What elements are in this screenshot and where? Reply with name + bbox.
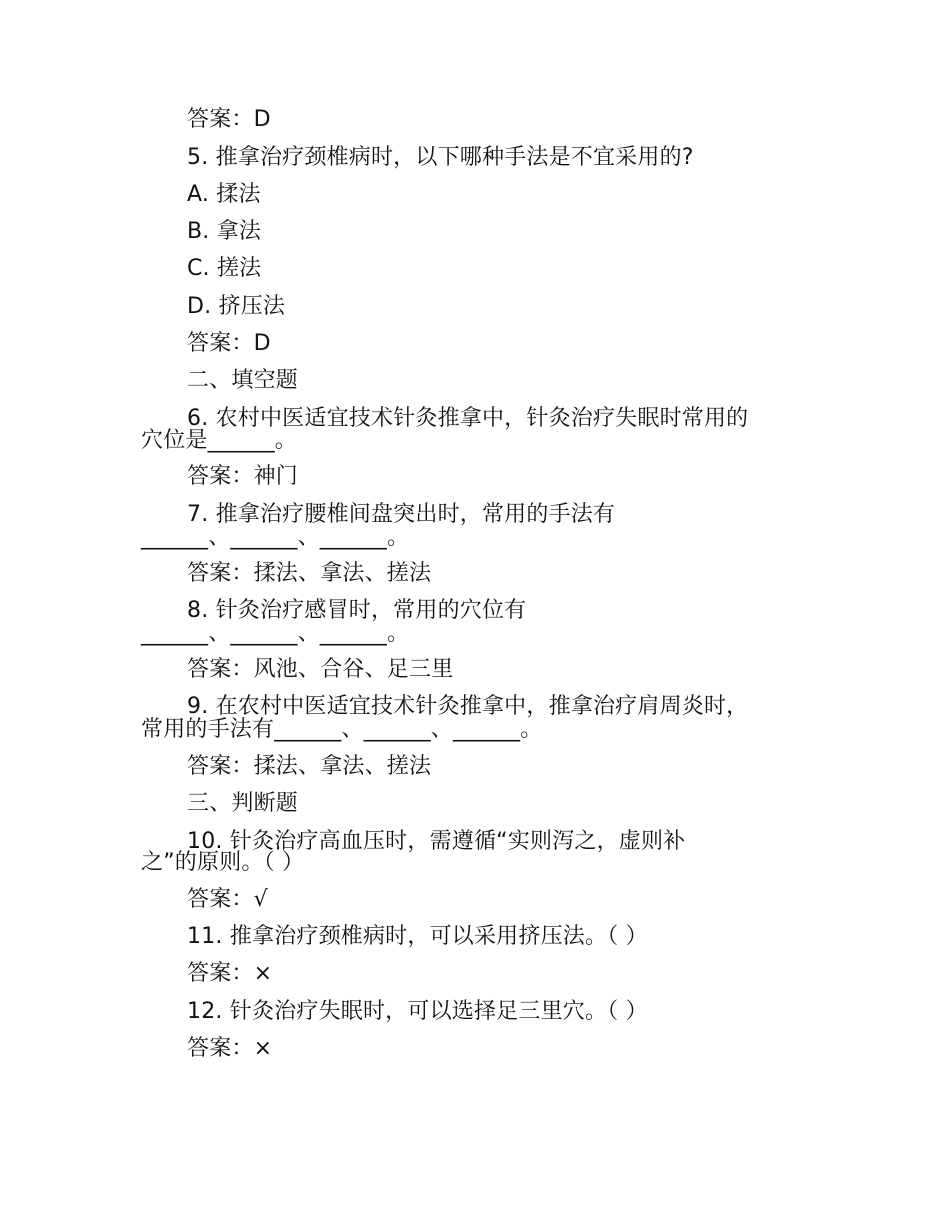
option-d: D. 挤压法 bbox=[187, 294, 286, 319]
question-9: 9. 在农村中医适宜技术针灸推拿中，推拿治疗肩周炎时， bbox=[187, 694, 749, 719]
answer-5: 答案：D bbox=[187, 331, 271, 356]
question-12: 12. 针灸治疗失眠时，可以选择足三里穴。（ ） bbox=[187, 999, 648, 1024]
answer-8: 答案：风池、合谷、足三里 bbox=[187, 657, 454, 682]
question-11: 11. 推拿治疗颈椎病时，可以采用挤压法。（ ） bbox=[187, 924, 648, 949]
answer-12: 答案：× bbox=[187, 1036, 273, 1061]
question-10-continued: 之”的原则。（ ） bbox=[141, 850, 305, 875]
question-7: 7. 推拿治疗腰椎间盘突出时，常用的手法有 bbox=[187, 502, 616, 527]
answer-4: 答案：D bbox=[187, 107, 271, 132]
question-10: 10. 针灸治疗高血压时，需遵循“实则泻之，虚则补 bbox=[187, 829, 686, 854]
question-8-blanks: ______、______、______。 bbox=[141, 621, 410, 646]
answer-11: 答案：× bbox=[187, 961, 273, 986]
question-6-continued: 穴位是______。 bbox=[141, 428, 298, 453]
question-7-blanks: ______、______、______。 bbox=[141, 525, 410, 550]
option-a: A. 揉法 bbox=[187, 182, 261, 207]
section-heading-true-false: 三、判断题 bbox=[187, 791, 299, 816]
question-8: 8. 针灸治疗感冒时，常用的穴位有 bbox=[187, 598, 527, 623]
answer-10: 答案：√ bbox=[187, 887, 268, 912]
question-6: 6. 农村中医适宜技术针灸推拿中，针灸治疗失眠时常用的 bbox=[187, 406, 749, 431]
answer-9: 答案：揉法、拿法、搓法 bbox=[187, 754, 432, 779]
answer-6: 答案：神门 bbox=[187, 464, 299, 489]
question-9-continued: 常用的手法有______、______、______。 bbox=[141, 717, 543, 742]
answer-7: 答案：揉法、拿法、搓法 bbox=[187, 561, 432, 586]
option-c: C. 搓法 bbox=[187, 256, 262, 281]
question-5: 5. 推拿治疗颈椎病时，以下哪种手法是不宜采用的? bbox=[187, 145, 694, 170]
section-heading-fill-in: 二、填空题 bbox=[187, 368, 299, 393]
option-b: B. 拿法 bbox=[187, 219, 262, 244]
